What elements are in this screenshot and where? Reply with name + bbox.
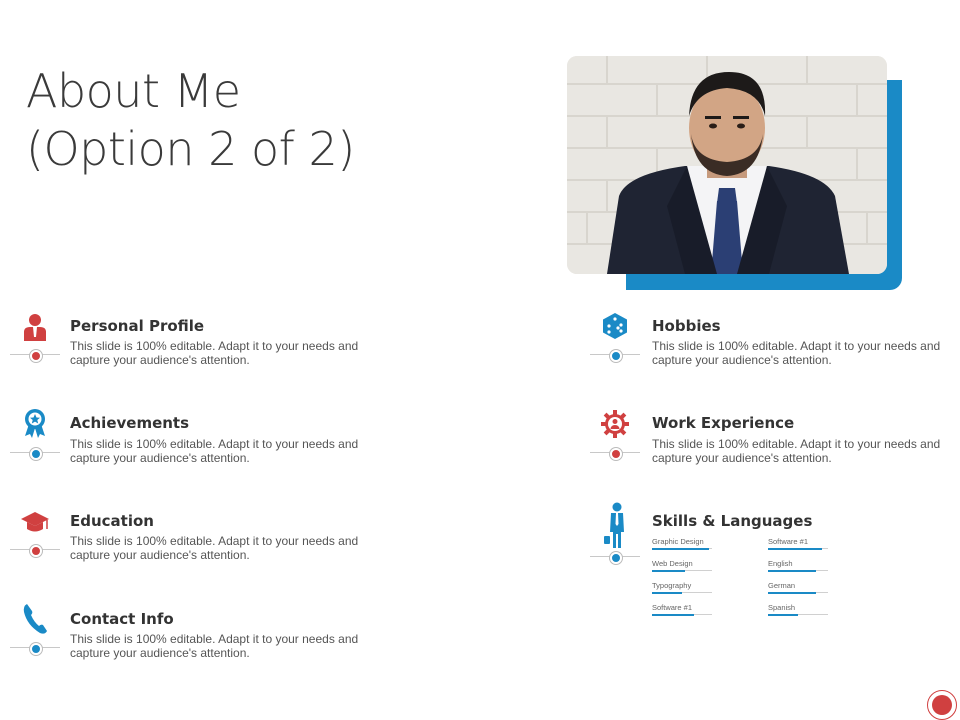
language-bar-fill [768,592,816,594]
skill-label: Graphic Design [652,537,704,546]
language-item [768,581,828,590]
skill-bar-track [652,548,712,549]
hobbies-text: This slide is 100% editable. Adapt it to your needs and capture your audience's attention. [652,339,941,367]
timeline-dot [610,448,622,460]
businessman-icon [603,502,627,548]
language-label: Spanish [768,603,796,612]
skill-bar-fill [652,592,682,594]
language-item [768,537,828,546]
skill-label: Software #1 [652,603,693,612]
personal-profile-title: Personal Profile [70,317,205,335]
hobbies-title: Hobbies [652,317,721,335]
education-text: This slide is 100% editable. Adapt it to your needs and capture your audience's attention. [70,534,359,562]
slide-page-marker [927,690,957,720]
slide-page-marker-dot [932,695,952,715]
timeline-dot [30,643,42,655]
timeline-dot [30,350,42,362]
timeline-dot [30,448,42,460]
graduation-cap-icon [20,507,50,537]
language-bar-track [768,548,828,549]
skill-bar-track [652,570,712,571]
skill-bar-fill [652,570,685,572]
timeline-dot [610,552,622,564]
skill-item [652,537,712,546]
skill-bar-track [652,614,712,615]
work-experience-text: This slide is 100% editable. Adapt it to your needs and capture your audience's attention. [652,437,941,465]
language-bar-fill [768,614,798,616]
contact-info-text: This slide is 100% editable. Adapt it to your needs and capture your audience's attention. [70,632,359,660]
education-title: Education [70,512,154,530]
language-item [768,603,828,612]
achievements-title: Achievements [70,414,190,432]
profile-photo [567,56,887,274]
skill-item [652,581,712,590]
language-bar-track [768,570,828,571]
skill-item [652,603,712,612]
language-bar-fill [768,548,822,550]
achievements-text: This slide is 100% editable. Adapt it to your needs and capture your audience's attention. [70,437,359,465]
skills-languages-title: Skills & Languages [652,512,813,530]
skill-item [652,559,712,568]
dice-icon [600,311,630,341]
language-label: German [768,581,796,590]
skill-label: Web Design [652,559,693,568]
slide-title: About Me (Option 2 of 2) [26,64,355,176]
language-bar-track [768,614,828,615]
language-bar-track [768,592,828,593]
skill-bar-fill [652,548,709,550]
gear-person-icon [600,409,630,439]
timeline-dot [30,545,42,557]
language-bar-fill [768,570,816,572]
person-tie-icon [20,312,50,342]
language-label: Software #1 [768,537,809,546]
skill-bar-fill [652,614,694,616]
phone-icon [20,604,50,634]
contact-info-title: Contact Info [70,610,174,628]
language-label: English [768,559,793,568]
work-experience-title: Work Experience [652,414,795,432]
timeline-dot [610,350,622,362]
skill-bar-track [652,592,712,593]
skill-label: Typography [652,581,692,590]
language-item [768,559,828,568]
personal-profile-text: This slide is 100% editable. Adapt it to your needs and capture your audience's attention. [70,339,359,367]
award-ribbon-icon [20,408,50,438]
